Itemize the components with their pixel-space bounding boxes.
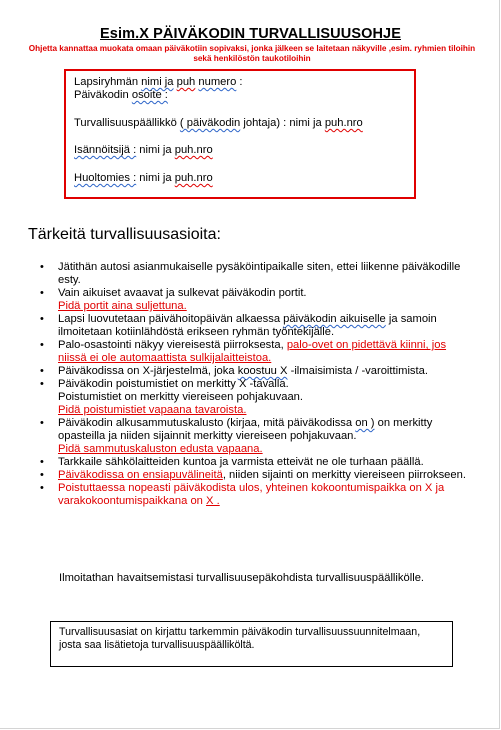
item-text: -ilmaisimista / -varoittimista.	[287, 365, 428, 377]
contact-info-box	[64, 69, 416, 199]
contact-text: nimi ja	[136, 172, 175, 184]
list-item	[38, 365, 468, 378]
item-warning: Pidä poistumistiet vapaana tavaroista.	[58, 404, 247, 416]
contact-text: nimi ja	[141, 76, 174, 88]
contact-text: johtaja) : nimi ja	[240, 117, 325, 129]
list-item	[38, 287, 468, 313]
contact-text: ( päiväkodin	[179, 117, 241, 129]
contact-line-property-manager	[74, 144, 213, 157]
bullet-icon: •	[40, 339, 44, 351]
bullet-icon: •	[40, 287, 44, 299]
safety-list	[38, 261, 468, 508]
item-text: Päiväkodin alkusammutuskalusto (kirjaa, mitä päiväkodissa	[58, 417, 356, 429]
list-item	[38, 456, 468, 469]
bullet-icon: •	[40, 261, 44, 273]
item-text: koostuu X	[237, 365, 288, 377]
contact-line-address	[74, 89, 168, 102]
contact-text: Päiväkodin	[74, 89, 132, 101]
item-warning: Päiväkodissa on ensiapuvälineitä	[58, 469, 223, 481]
list-item	[38, 261, 468, 287]
item-warning: Pidä sammutuskaluston edusta vapaana.	[58, 443, 263, 455]
contact-text: Turvallisuuspäällikkö	[74, 117, 180, 129]
bullet-icon: •	[40, 469, 44, 481]
contact-line-janitor	[74, 172, 213, 185]
section-heading: Tärkeitä turvallisuusasioita:	[28, 226, 221, 243]
bullet-icon: •	[40, 365, 44, 377]
bullet-icon: •	[40, 378, 44, 390]
list-item	[38, 417, 468, 456]
contact-text: Lapsiryhmän	[74, 76, 142, 88]
bullet-icon: •	[40, 417, 44, 429]
contact-text: puh	[176, 76, 196, 88]
document-title: Esim.X PÄIVÄKODIN TURVALLISUUSOHJE	[100, 26, 401, 42]
contact-text: osoite :	[131, 89, 168, 101]
info-box: Turvallisuusasiat on kirjattu tarkemmin päiväkodin turvallisuussuunnitelmaan, josta saa lisätietoja turvallisuuspäälliköltä.	[50, 621, 453, 667]
notify-text: Ilmoitathan havaitsemistasi turvallisuusepäkohdista turvallisuuspäällikölle.	[59, 572, 425, 584]
item-text: on )	[355, 417, 375, 429]
contact-text: puh.nro	[324, 117, 363, 129]
item-text: on merkitty opasteilla ja niiden sijainnit merkitty viereiseen pohjakuvaan.	[58, 417, 433, 442]
contact-text: nimi ja	[136, 144, 175, 156]
item-text: Jätithän autosi asianmukaiselle pysäköintipaikalle siten, ettei liikenne päiväkodille esty.	[58, 261, 461, 286]
contact-text: :	[236, 76, 243, 88]
document-subtitle: Ohjetta kannattaa muokata omaan päiväkotiin sopivaksi, jonka jälkeen se laitetaan näkyville ,esim. ryhmien tiloihin sekä henkilöstön taukotiloihin	[28, 44, 476, 63]
list-item	[38, 378, 468, 417]
item-warning: Pidä portit aina suljettuna.	[58, 300, 187, 312]
item-warning: Poistuttaessa nopeasti päiväkodista ulos, yhteinen kokoontumispaikka on X ja varakokoontumispaikkana on	[58, 482, 445, 507]
item-text: Lapsi luovutetaan päivähoitopäivän alkaessa	[58, 313, 284, 325]
contact-text: puh.nro	[174, 172, 213, 184]
bullet-icon: •	[40, 313, 44, 325]
item-warning: X .	[206, 495, 220, 507]
contact-text: Huoltomies :	[74, 172, 137, 184]
list-item	[38, 339, 468, 365]
list-item	[38, 313, 468, 339]
item-warning: palo-ovet on pidettävä kiinni, jos niissä ei ole automaattista sulkijalaitteistoa.	[58, 339, 447, 364]
contact-text: puh.nro	[174, 144, 213, 156]
item-text: Tarkkaile sähkölaitteiden kuntoa ja varmista etteivät ne ole turhaan päällä.	[58, 456, 424, 468]
contact-line-group	[74, 76, 243, 89]
item-text: Päiväkodin poistumistiet on merkitty X -tavalla.	[58, 378, 289, 390]
bullet-icon: •	[40, 482, 44, 494]
item-text: , niiden sijainti on merkitty viereiseen piirrokseen.	[222, 469, 466, 481]
list-item	[38, 469, 468, 482]
item-text: Vain aikuiset avaavat ja sulkevat päiväkodin portit.	[58, 287, 307, 299]
list-item	[38, 482, 468, 508]
item-text: Palo-osastointi näkyy viereisestä piirroksesta,	[58, 339, 287, 351]
bullet-icon: •	[40, 456, 44, 468]
contact-text: Isännöitsijä :	[74, 144, 137, 156]
item-text: Poistumistiet on merkitty viereiseen pohjakuvaan.	[58, 391, 303, 403]
item-text: Päiväkodissa on X-järjestelmä, joka	[58, 365, 238, 377]
item-text: ja samoin ilmoitetaan kotiinlähdöstä erikseen ryhmän työntekijälle.	[58, 313, 437, 338]
contact-text: numero	[198, 76, 237, 88]
contact-line-safety-manager	[74, 117, 363, 130]
item-text: päiväkodin aikuiselle	[283, 313, 386, 325]
